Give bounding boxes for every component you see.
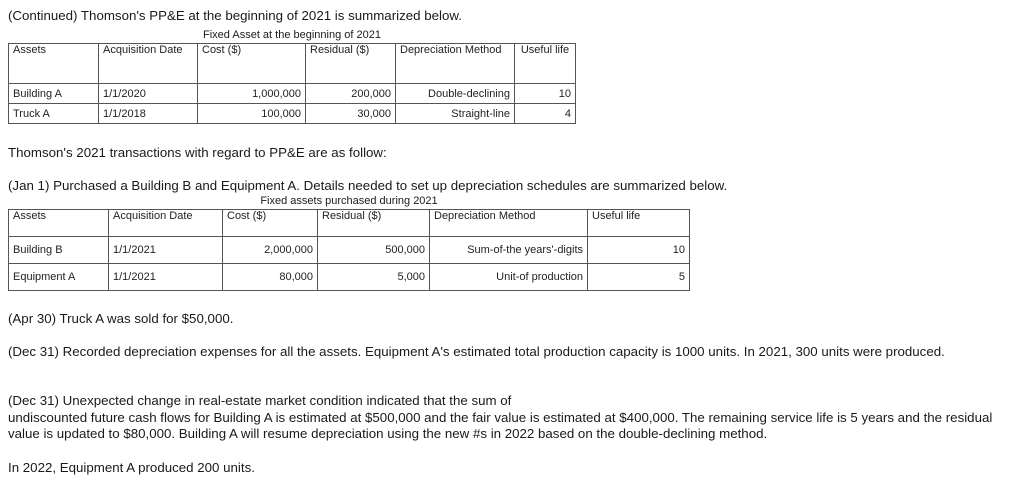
header-acquisition-date: Acquisition Date bbox=[99, 44, 198, 84]
cell-life: 4 bbox=[515, 104, 576, 124]
header-assets: Assets bbox=[9, 44, 99, 84]
cell-life: 5 bbox=[588, 264, 690, 291]
fixed-assets-purchased-table bbox=[8, 209, 690, 291]
cell-asset: Truck A bbox=[9, 104, 99, 124]
cell-residual: 5,000 bbox=[318, 264, 430, 291]
cell-date: 1/1/2021 bbox=[109, 264, 223, 291]
cell-cost: 80,000 bbox=[223, 264, 318, 291]
header-depreciation-method: Depreciation Method bbox=[396, 44, 515, 84]
dec31-depreciation-text: (Dec 31) Recorded depreciation expenses for all the assets. Equipment A's estimated total production capacity is 1000 units. In 2021, 300 units were produced. bbox=[8, 344, 945, 359]
jan1-text: (Jan 1) Purchased a Building B and Equipment A. Details needed to set up depreciation schedules are summarized below. bbox=[8, 178, 728, 193]
cell-cost: 1,000,000 bbox=[198, 84, 306, 104]
cell-method: Double-declining bbox=[396, 84, 515, 104]
header-assets: Assets bbox=[9, 210, 109, 237]
dec31-impairment-line1: (Dec 31) Unexpected change in real-estate market condition indicated that the sum of bbox=[8, 393, 512, 408]
cell-cost: 2,000,000 bbox=[223, 237, 318, 264]
intro-text: (Continued) Thomson's PP&E at the beginning of 2021 is summarized below. bbox=[8, 8, 462, 23]
cell-asset: Building A bbox=[9, 84, 99, 104]
table-row bbox=[9, 237, 690, 264]
header-residual: Residual ($) bbox=[318, 210, 430, 237]
cell-residual: 30,000 bbox=[306, 104, 396, 124]
cell-date: 1/1/2021 bbox=[109, 237, 223, 264]
cell-residual: 500,000 bbox=[318, 237, 430, 264]
final-text: In 2022, Equipment A produced 200 units. bbox=[8, 460, 255, 475]
cell-date: 1/1/2020 bbox=[99, 84, 198, 104]
cell-cost: 100,000 bbox=[198, 104, 306, 124]
cell-asset: Equipment A bbox=[9, 264, 109, 291]
transactions-intro: Thomson's 2021 transactions with regard to PP&E are as follow: bbox=[8, 145, 387, 160]
cell-method: Straight-line bbox=[396, 104, 515, 124]
cell-method: Unit-of production bbox=[430, 264, 588, 291]
header-acquisition-date: Acquisition Date bbox=[109, 210, 223, 237]
table-row bbox=[9, 84, 576, 104]
header-cost: Cost ($) bbox=[223, 210, 318, 237]
table-row bbox=[9, 264, 690, 291]
cell-date: 1/1/2018 bbox=[99, 104, 198, 124]
header-useful-life: Useful life bbox=[515, 44, 576, 84]
table-row bbox=[9, 104, 576, 124]
apr30-text: (Apr 30) Truck A was sold for $50,000. bbox=[8, 311, 234, 326]
cell-life: 10 bbox=[588, 237, 690, 264]
dec31-impairment-line2: undiscounted future cash flows for Building A is estimated at $500,000 and the fair value is estimated at $400,000. The remaining service life is 5 years and the residual value is updated to $80,000. Building A will resume depreciation using the new #s in 2022 based on the double-declining method. bbox=[8, 410, 993, 441]
cell-residual: 200,000 bbox=[306, 84, 396, 104]
table1-caption: Fixed Asset at the beginning of 2021 bbox=[203, 29, 381, 41]
cell-life: 10 bbox=[515, 84, 576, 104]
cell-method: Sum-of-the years'-digits bbox=[430, 237, 588, 264]
header-residual: Residual ($) bbox=[306, 44, 396, 84]
header-cost: Cost ($) bbox=[198, 44, 306, 84]
header-useful-life: Useful life bbox=[588, 210, 690, 237]
fixed-asset-table bbox=[8, 43, 576, 124]
table2-caption: Fixed assets purchased during 2021 bbox=[260, 195, 438, 207]
cell-asset: Building B bbox=[9, 237, 109, 264]
header-depreciation-method: Depreciation Method bbox=[430, 210, 588, 237]
